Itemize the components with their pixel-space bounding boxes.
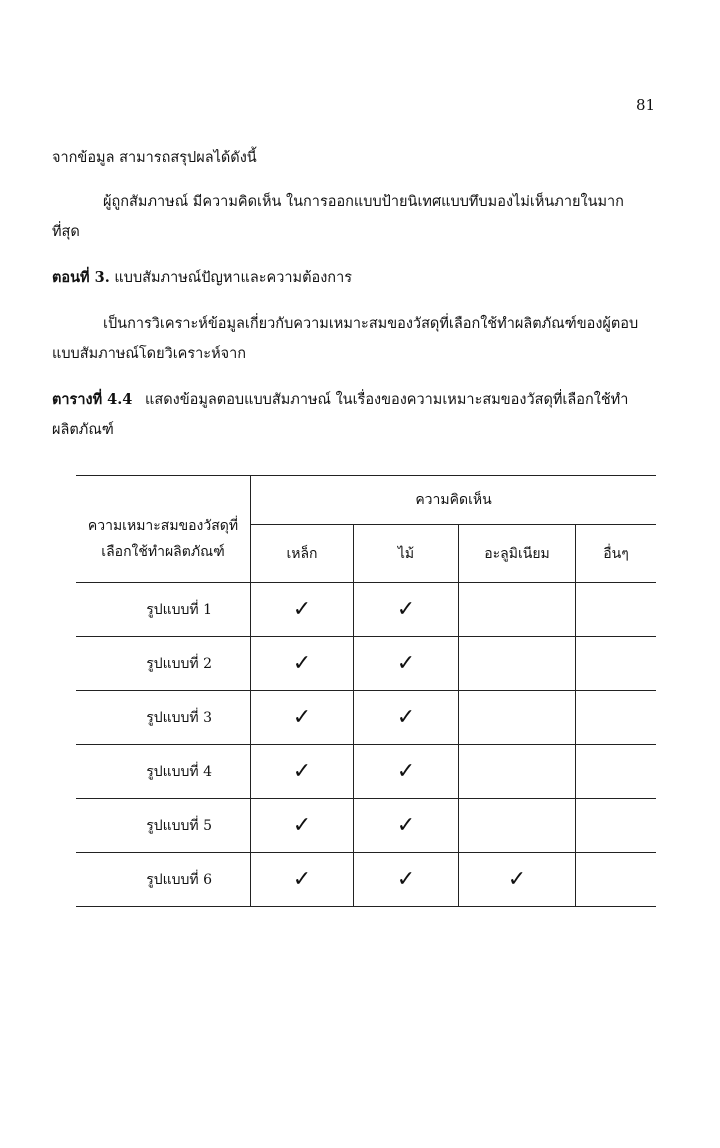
table-label: ตารางที่ 4.4 — [52, 391, 133, 408]
checkmark-icon: ✓ — [292, 596, 312, 622]
summary-intro: จากข้อมูล สามารถสรุปผลได้ดังนี้ — [52, 150, 257, 166]
checkmark-icon: ✓ — [507, 866, 527, 892]
table-row — [76, 799, 656, 853]
row-label: รูปแบบที่ 6 — [76, 853, 251, 907]
checkmark-icon: ✓ — [396, 812, 416, 838]
checkmark-icon: ✓ — [292, 758, 312, 784]
table-cell — [576, 799, 657, 853]
table-cell — [576, 853, 657, 907]
table-cell — [459, 691, 576, 745]
row-label: รูปแบบที่ 3 — [76, 691, 251, 745]
column-header: เหล็ก — [251, 525, 354, 583]
analysis-line-1: เป็นการวิเคราะห์ข้อมูลเกี่ยวกับความเหมาะสมของวัสดุที่เลือกใช้ทำผลิตภัณฑ์ของผู้ตอบ — [103, 316, 639, 332]
table-caption-text: แสดงข้อมูลตอบแบบสัมภาษณ์ ในเรื่องของความเหมาะสมของวัสดุที่เลือกใช้ทำ — [145, 392, 629, 408]
table-row — [76, 691, 656, 745]
finding-line-1: ผู้ถูกสัมภาษณ์ มีความคิดเห็น ในการออกแบบป้ายนิเทศแบบทึบมองไม่เห็นภายในมาก — [103, 194, 624, 210]
table-cell — [576, 745, 657, 799]
section-heading — [52, 267, 352, 289]
table-cell — [354, 745, 459, 799]
row-label: รูปแบบที่ 4 — [76, 745, 251, 799]
column-header: อะลูมิเนียม — [459, 525, 576, 583]
checkmark-icon: ✓ — [292, 866, 312, 892]
checkmark-icon: ✓ — [396, 596, 416, 622]
finding-line-2: ที่สุด — [52, 224, 80, 240]
table-cell — [354, 583, 459, 637]
table-cell — [459, 853, 576, 907]
table-cell — [354, 637, 459, 691]
table-caption — [52, 389, 628, 411]
table-cell — [459, 799, 576, 853]
row-label: รูปแบบที่ 2 — [76, 637, 251, 691]
table-row — [76, 745, 656, 799]
analysis-line-2: แบบสัมภาษณ์โดยวิเคราะห์จาก — [52, 346, 247, 362]
checkmark-icon: ✓ — [292, 650, 312, 676]
table-cell — [576, 637, 657, 691]
checkmark-icon: ✓ — [292, 812, 312, 838]
checkmark-icon: ✓ — [396, 866, 416, 892]
table-caption-line-2: ผลิตภัณฑ์ — [52, 422, 114, 438]
table-cell — [459, 637, 576, 691]
results-table — [76, 475, 656, 907]
table-cell — [576, 691, 657, 745]
checkmark-icon: ✓ — [396, 758, 416, 784]
table-cell — [251, 745, 354, 799]
table-cell — [354, 853, 459, 907]
table-row — [76, 637, 656, 691]
table-cell — [251, 583, 354, 637]
table-cell — [576, 583, 657, 637]
table-cell — [459, 583, 576, 637]
table-cell — [251, 637, 354, 691]
corner-header — [76, 476, 251, 583]
table-row — [76, 853, 656, 907]
table-cell — [251, 853, 354, 907]
section-label: ตอนที่ 3. — [52, 269, 110, 286]
row-label: รูปแบบที่ 1 — [76, 583, 251, 637]
table-cell — [251, 799, 354, 853]
table-row — [76, 583, 656, 637]
group-header: ความคิดเห็น — [251, 476, 657, 525]
checkmark-icon: ✓ — [292, 704, 312, 730]
corner-header-text: ความเหมาะสมของวัสดุที่เลือกใช้ทำผลิตภัณฑ์ — [87, 517, 239, 560]
column-header: อื่นๆ — [576, 525, 657, 583]
column-header: ไม้ — [354, 525, 459, 583]
table-cell — [251, 691, 354, 745]
page-number: 81 — [636, 96, 656, 114]
checkmark-icon: ✓ — [396, 650, 416, 676]
checkmark-icon: ✓ — [396, 704, 416, 730]
row-label: รูปแบบที่ 5 — [76, 799, 251, 853]
table-cell — [354, 799, 459, 853]
table-cell — [459, 745, 576, 799]
section-title: แบบสัมภาษณ์ปัญหาและความต้องการ — [114, 270, 352, 286]
table-cell — [354, 691, 459, 745]
